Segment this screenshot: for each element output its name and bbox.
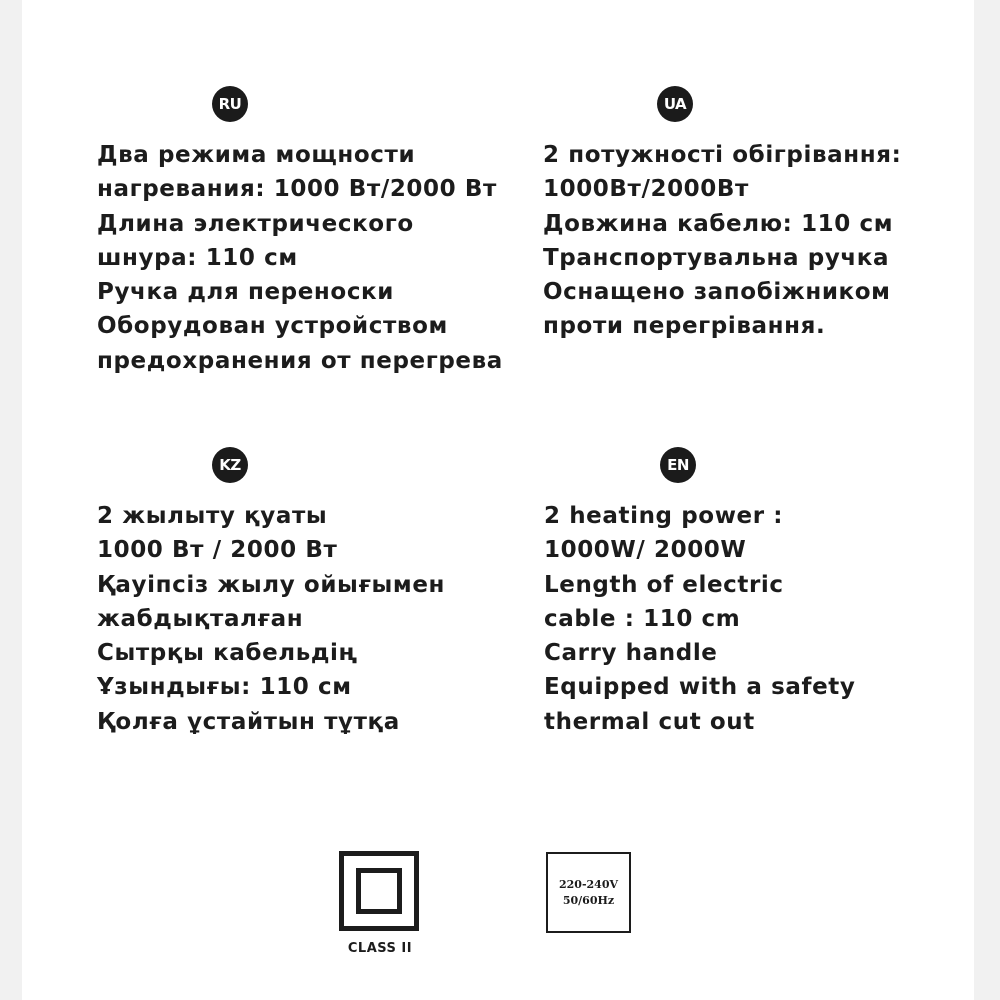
spec-line: проти перегрівання. [543,313,826,340]
spec-line: Длина электрического [97,210,414,237]
spec-line: 2 потужності обігрівання: [543,142,902,168]
spec-line: Два режима мощности [97,142,416,168]
spec-line: Equipped with a safety [544,674,856,701]
spec-line: cable : 110 cm [544,605,741,632]
spec-line: 2 heating power : [544,503,784,529]
spec-line: Транспортувальна ручка [543,244,890,271]
spec-line: Carry handle [544,640,718,667]
spec-line: Сытрқы кабельдің [97,640,358,667]
spec-line: thermal cut out [544,708,755,735]
spec-line: Ұзындығы: 110 см [97,674,352,701]
spec-line: Оборудован устройством [97,313,448,340]
spec-list-kz [97,499,445,739]
spec-line: 1000Вт/2000Вт [543,176,749,203]
class-ii-double-square-icon [339,851,419,931]
language-badge-ru: RU [212,86,248,122]
frequency-range: 50/60Hz [562,894,615,907]
spec-line: Қауіпсіз жылу ойығымен [97,571,446,598]
spec-line: 1000W/ 2000W [544,537,747,564]
language-badge-en: EN [660,447,696,483]
voltage-rating-box [546,852,631,933]
spec-list-en [544,499,855,739]
spec-list-ua [543,138,901,344]
spec-list-ru [97,138,503,378]
spec-line: 2 жылыту қуаты [97,503,328,529]
spec-line: шнура: 110 см [97,244,298,271]
class-ii-label: CLASS II [347,941,413,956]
spec-line: предохранения от перегрева [97,347,503,374]
voltage-range: 220-240V [558,878,619,891]
class-ii-inner-square [356,868,402,914]
spec-line: Довжина кабелю: 110 см [543,210,894,237]
spec-line: Ручка для переноски [97,279,394,306]
spec-line: 1000 Вт / 2000 Вт [97,537,338,564]
spec-line: жабдықталған [97,605,304,632]
spec-line: нагревания: 1000 Вт/2000 Вт [97,176,497,203]
language-badge-kz: KZ [212,447,248,483]
spec-line: Қолға ұстайтын тұтқа [97,708,400,735]
spec-line: Length of electric [544,571,784,598]
language-badge-ua: UA [657,86,693,122]
spec-line: Оснащено запобіжником [543,279,891,306]
